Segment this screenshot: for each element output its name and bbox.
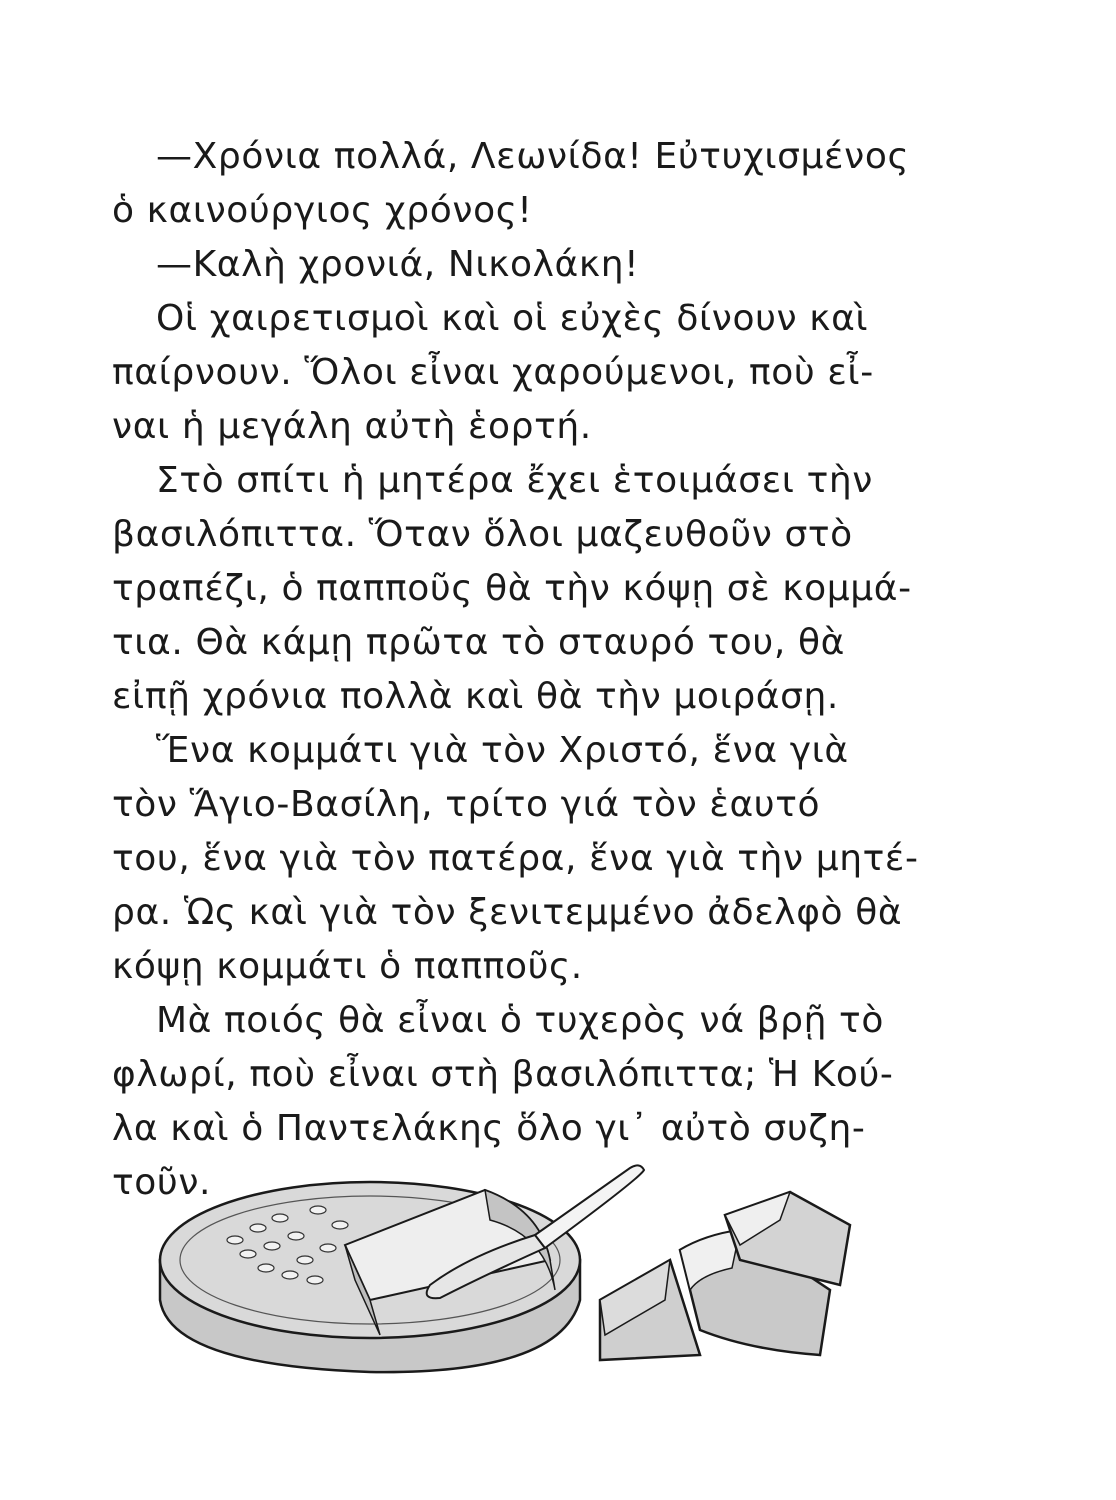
text-line: τια. Θὰ κάμῃ πρῶτα τὸ σταυρό του, θὰ <box>112 622 845 663</box>
text-line: τὸν Ἅγιο-Βασίλη, τρίτο γιά τὸν ἑαυτό <box>112 784 821 825</box>
text-line: ὁ καινούργιος χρόνος! <box>112 190 533 231</box>
text-line: Ἕνα κομμάτι γιὰ τὸν Χριστό, ἕνα γιὰ <box>156 730 849 771</box>
vasilopita-illustration <box>140 1150 960 1410</box>
text-line: τοῦν. <box>112 1162 212 1203</box>
story-text <box>112 130 932 1210</box>
text-line: του, ἕνα γιὰ τὸν πατέρα, ἕνα γιὰ τὴν μητέ- <box>112 838 919 879</box>
text-line: βασιλόπιττα. Ὅταν ὅλοι μαζευθοῦν στὸ <box>112 514 853 555</box>
text-line: Μὰ ποιός θὰ εἶναι ὁ τυχερὸς νά βρῇ τὸ <box>156 1000 884 1041</box>
text-line: τραπέζι, ὁ παπποῦς θὰ τὴν κόψῃ σὲ κομμά- <box>112 568 912 609</box>
text-line: ρα. Ὡς καὶ γιὰ τὸν ξενιτεμμένο ἀδελφὸ θὰ <box>112 892 903 933</box>
text-line: εἰπῇ χρόνια πολλὰ καὶ θὰ τὴν μοιράσῃ. <box>112 676 839 717</box>
text-line: ναι ἡ μεγάλη αὐτὴ ἑορτή. <box>112 406 592 447</box>
text-line: —Χρόνια πολλά, Λεωνίδα! Εὐτυχισμένος <box>156 136 910 177</box>
text-line: Οἱ χαιρετισμοὶ καὶ οἱ εὐχὲς δίνουν καὶ <box>156 298 869 339</box>
text-line: —Καλὴ χρονιά, Νικολάκη! <box>156 244 640 285</box>
text-line: φλωρί, ποὺ εἶναι στὴ βασιλόπιττα; Ἡ Κού- <box>112 1054 894 1095</box>
text-line: κόψῃ κομμάτι ὁ παπποῦς. <box>112 946 583 987</box>
text-line: Στὸ σπίτι ἡ μητέρα ἔχει ἑτοιμάσει τὴν <box>156 460 874 501</box>
text-line: λα καὶ ὁ Παντελάκης ὅλο γι᾽ αὐτὸ συζη- <box>112 1108 866 1149</box>
text-line: παίρνουν. Ὅλοι εἶναι χαρούμενοι, ποὺ εἶ- <box>112 352 874 393</box>
